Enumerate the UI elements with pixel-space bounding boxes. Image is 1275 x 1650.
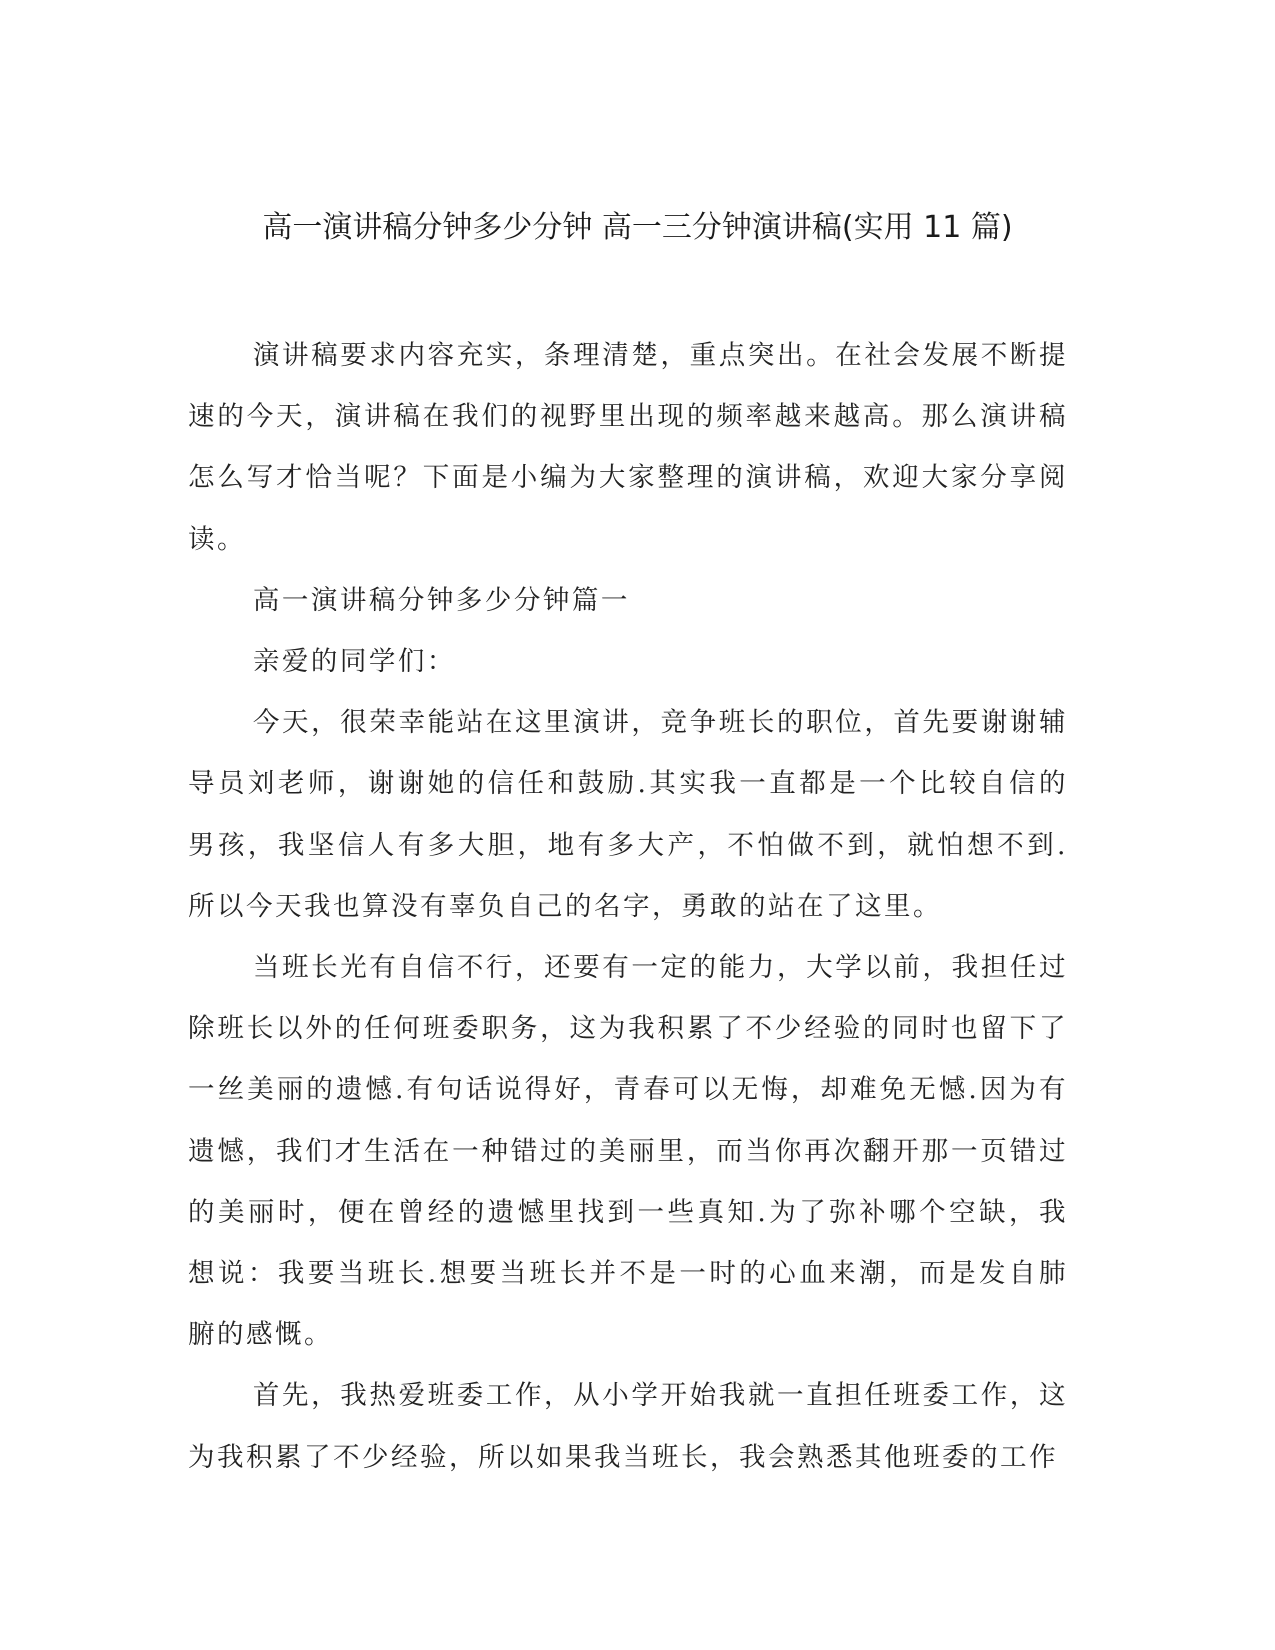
body-paragraph: 首先，我热爱班委工作，从小学开始我就一直担任班委工作，这为我积累了不少经验，所以如果我当班长，我会熟悉其他班委的工作 [188,1380,1068,1473]
intro-paragraph: 演讲稿要求内容充实，条理清楚，重点突出。在社会发展不断提速的今天，演讲稿在我们的视野里出现的频率越来越高。那么演讲稿怎么写才恰当呢？下面是小编为大家整理的演讲稿，欢迎大家分享阅读。 [188,340,1068,555]
document-body [188,325,1068,1488]
body-paragraph: 今天，很荣幸能站在这里演讲，竞争班长的职位，首先要谢谢辅导员刘老师，谢谢她的信任和鼓励.其实我一直都是一个比较自信的男孩，我坚信人有多大胆，地有多大产，不怕做不到，就怕想不到.所以今天我也算没有辜负自己的名字，勇敢的站在了这里。 [188,707,1068,922]
body-paragraph: 当班长光有自信不行，还要有一定的能力，大学以前，我担任过除班长以外的任何班委职务，这为我积累了不少经验的同时也留下了一丝美丽的遗憾.有句话说得好，青春可以无悔，却难免无憾.因为有遗憾，我们才生活在一种错过的美丽里，而当你再次翻开那一页错过的美丽时，便在曾经的遗憾里找到一些真知.为了弥补哪个空缺，我想说：我要当班长.想要当班长并不是一时的心血来潮，而是发自肺腑的感慨。 [188,952,1068,1351]
document-title: 高一演讲稿分钟多少分钟 高一三分钟演讲稿(实用 11 篇) [262,210,1013,245]
section-heading: 高一演讲稿分钟多少分钟篇一 [252,584,630,616]
salutation: 亲爱的同学们： [252,646,456,678]
